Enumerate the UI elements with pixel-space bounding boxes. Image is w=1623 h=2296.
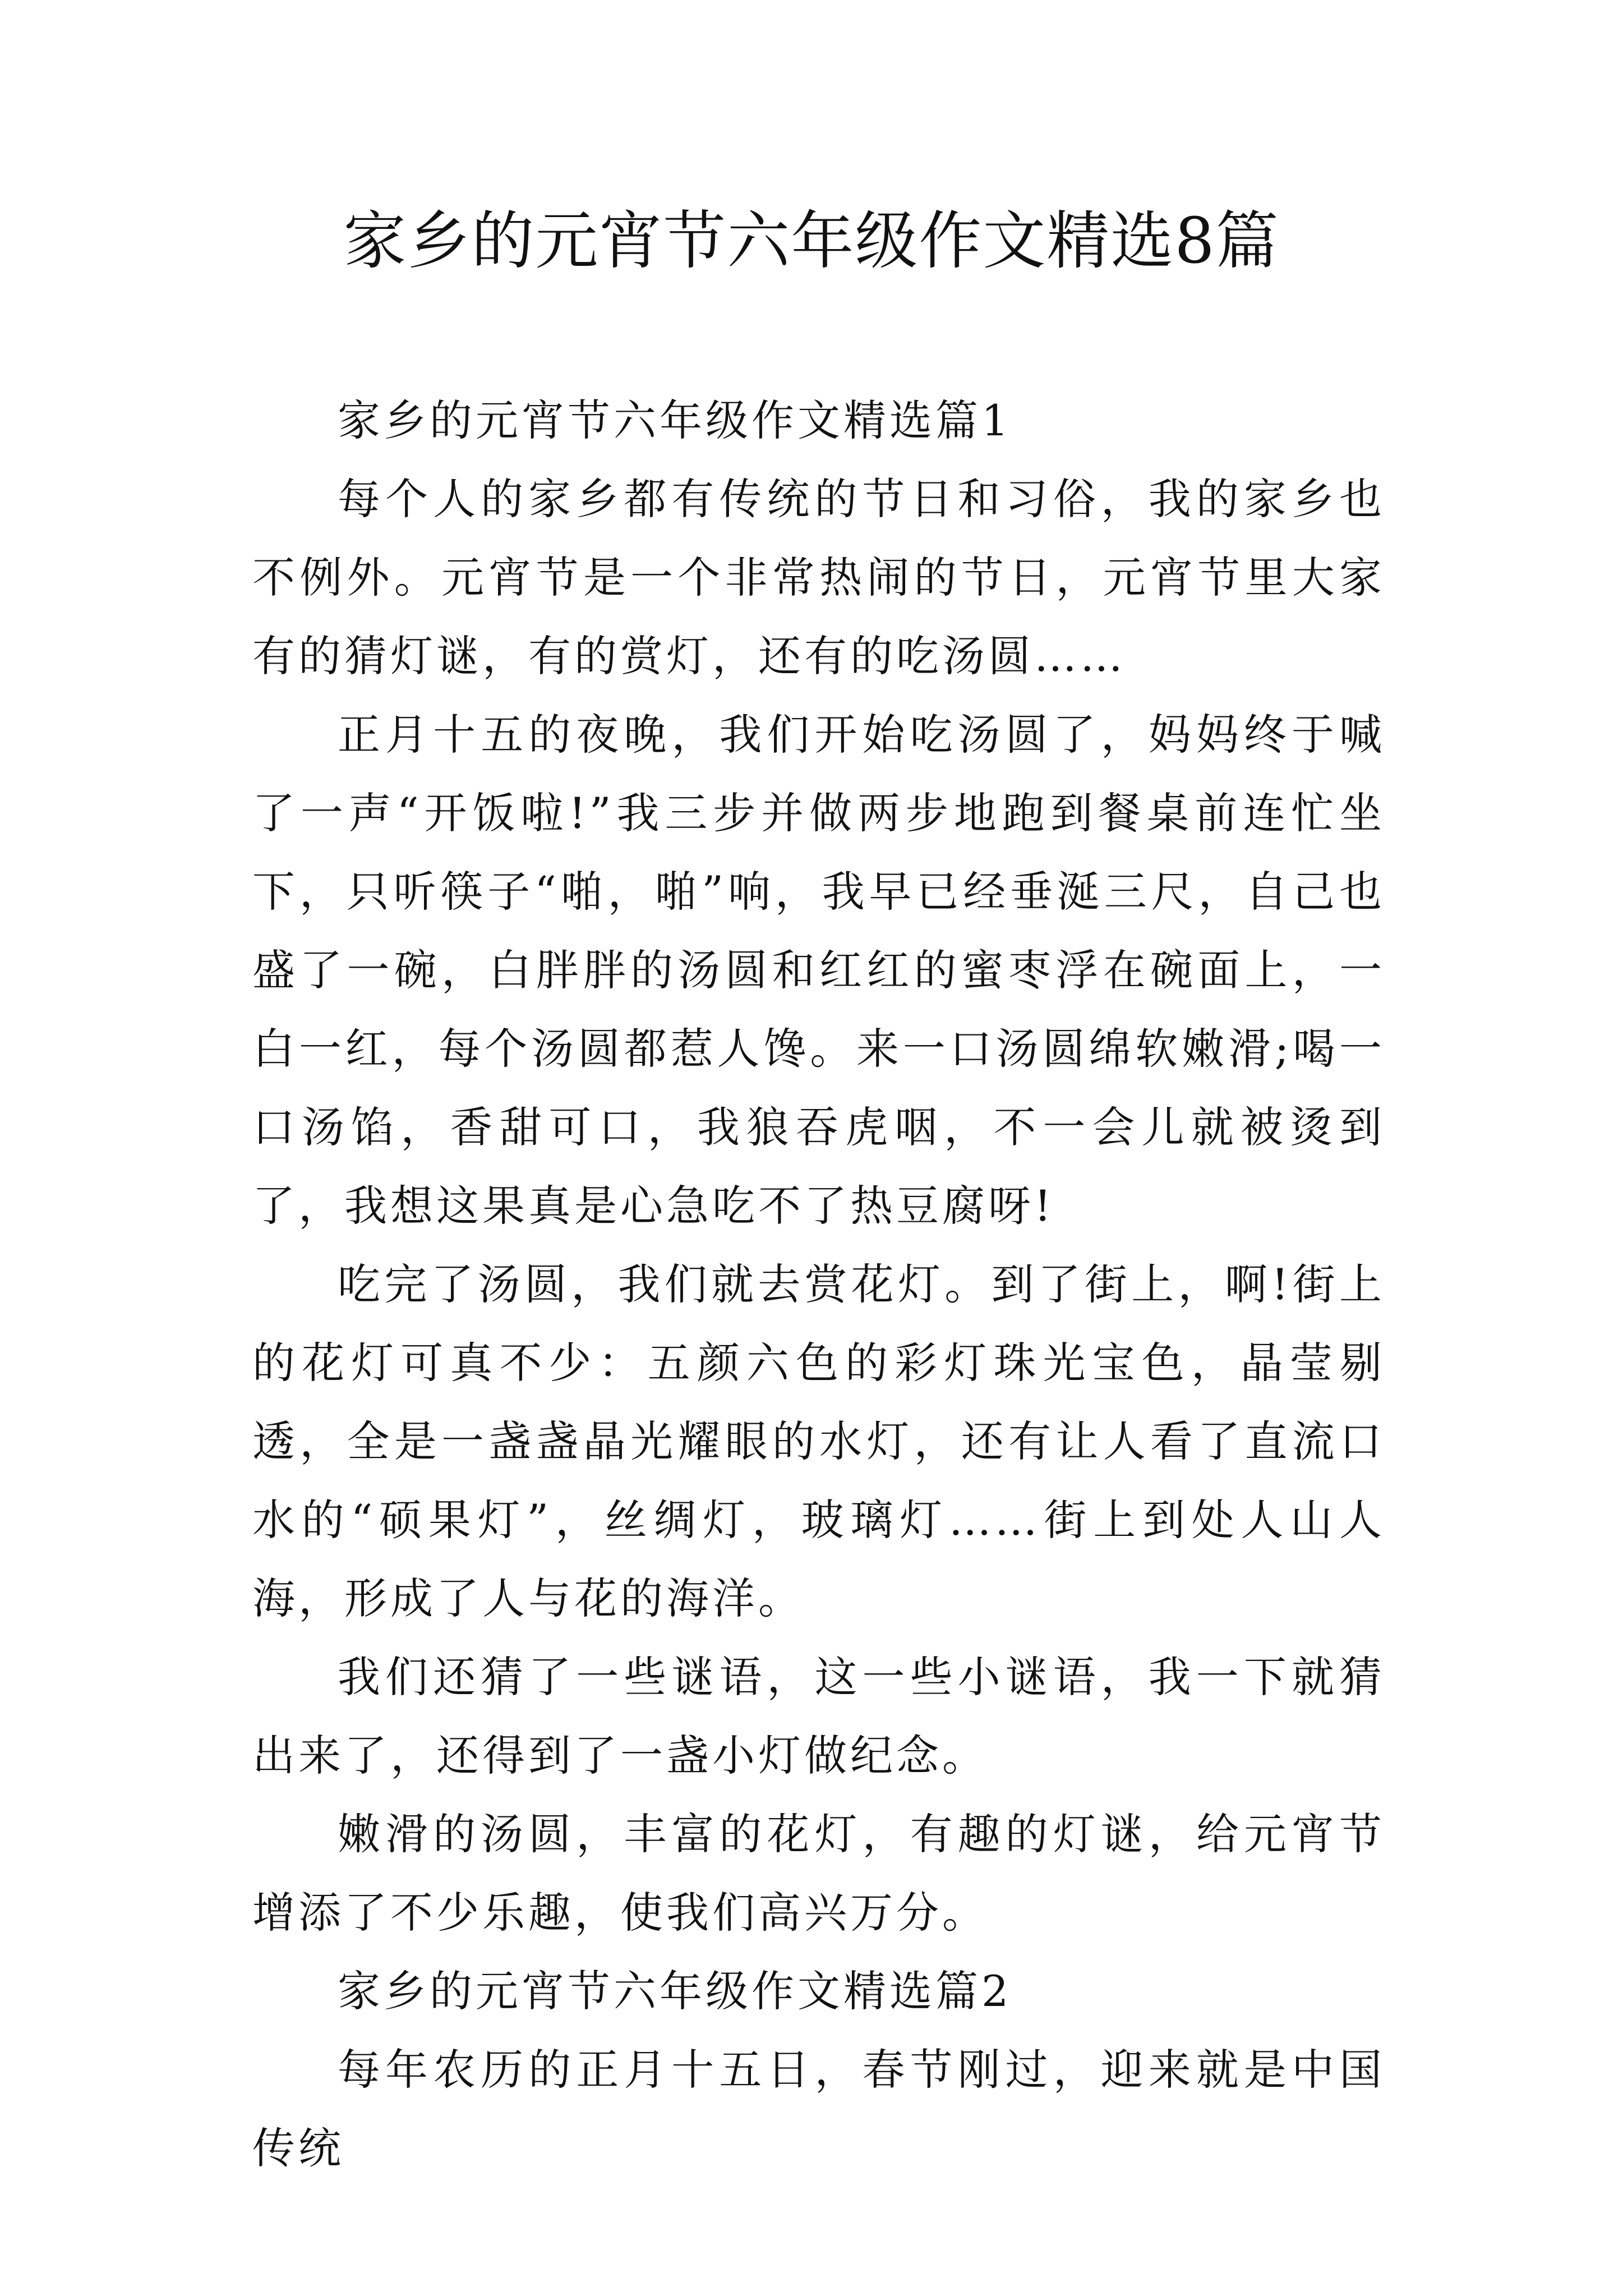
paragraph: 吃完了汤圆，我们就去赏花灯。到了街上，啊!街上的花灯可真不少：五颜六色的彩灯珠光宝色，晶莹剔透，全是一盏盏晶光耀眼的水灯，还有让人看了直流口水的“硕果灯”，丝绸灯，玻璃灯……街上到处人山人海，形成了人与花的海洋。	[252, 1259, 1385, 1623]
paragraph: 我们还猜了一些谜语，这一些小谜语，我一下就猜出来了，还得到了一盏小灯做纪念。	[252, 1652, 1385, 1780]
document-title: 家乡的元宵节六年级作文精选8篇	[343, 205, 1280, 278]
section-heading-2: 家乡的元宵节六年级作文精选篇2	[338, 1966, 1012, 2016]
section-heading-1: 家乡的元宵节六年级作文精选篇1	[338, 395, 1012, 445]
paragraph: 每年农历的正月十五日，春节刚过，迎来就是中国传统	[252, 2045, 1385, 2173]
paragraph: 正月十五的夜晚，我们开始吃汤圆了，妈妈终于喊了一声“开饭啦!”我三步并做两步地跑到餐桌前连忙坐下，只听筷子“啪，啪”响，我早已经垂涎三尺，自己也盛了一碗，白胖胖的汤圆和红红的蜜枣浮在碗面上，一白一红，每个汤圆都惹人馋。来一口汤圆绵软嫩滑;喝一口汤馅，香甜可口，我狼吞虎咽，不一会儿就被烫到了，我想这果真是心急吃不了热豆腐呀!	[252, 710, 1385, 1231]
paragraph: 每个人的家乡都有传统的节日和习俗，我的家乡也不例外。元宵节是一个非常热闹的节日，元宵节里大家有的猜灯谜，有的赏灯，还有的吃汤圆……	[252, 474, 1385, 681]
paragraph: 嫩滑的汤圆，丰富的花灯，有趣的灯谜，给元宵节增添了不少乐趣，使我们高兴万分。	[252, 1809, 1385, 1938]
document-body	[252, 381, 1385, 2188]
